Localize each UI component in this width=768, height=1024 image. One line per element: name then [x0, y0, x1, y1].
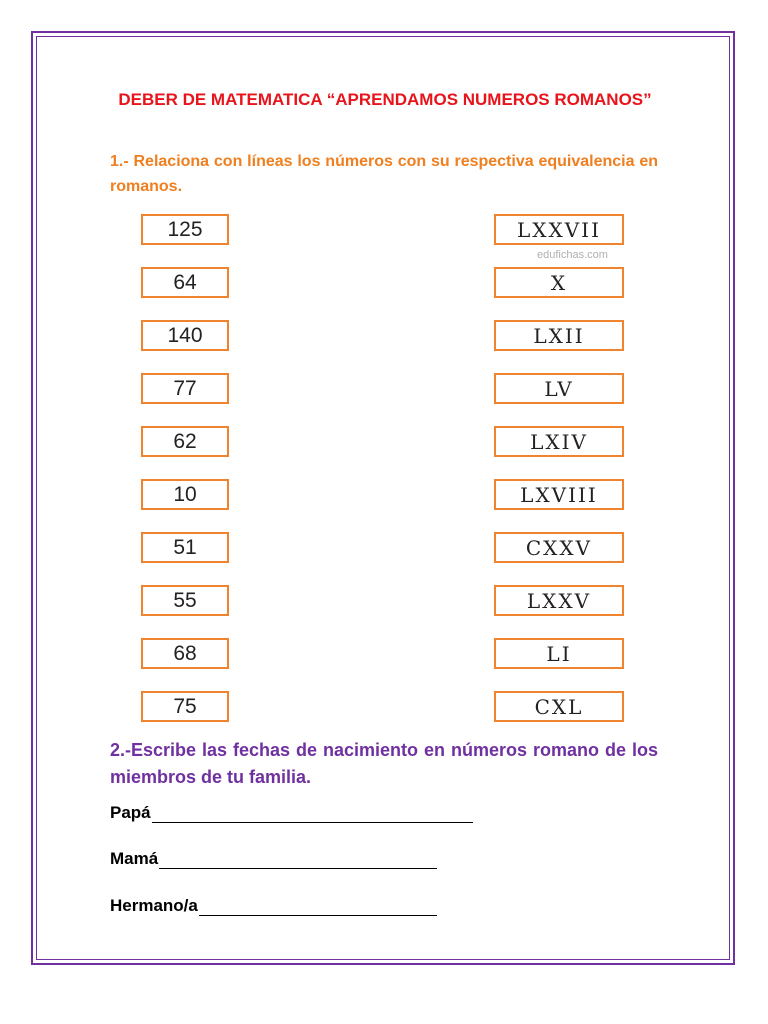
- instruction-1: 1.- Relaciona con líneas los números con su respectiva equivalencia en romanos.: [110, 153, 658, 195]
- family-label-mama: Mamá: [110, 849, 159, 868]
- number-box[interactable]: 51: [141, 532, 229, 563]
- roman-box[interactable]: LXXVII: [494, 214, 624, 245]
- number-box[interactable]: 68: [141, 638, 229, 669]
- answer-line-papa[interactable]: [152, 804, 473, 823]
- number-box[interactable]: 77: [141, 373, 229, 404]
- number-box[interactable]: 125: [141, 214, 229, 245]
- roman-box[interactable]: LV: [494, 373, 624, 404]
- roman-box[interactable]: LXIV: [494, 426, 624, 457]
- answer-line-hermano[interactable]: [199, 897, 437, 916]
- number-box[interactable]: 55: [141, 585, 229, 616]
- number-box[interactable]: 10: [141, 479, 229, 510]
- roman-box[interactable]: LXII: [494, 320, 624, 351]
- roman-box[interactable]: LI: [494, 638, 624, 669]
- watermark: edufichas.com: [537, 249, 608, 261]
- roman-box[interactable]: CXL: [494, 691, 624, 722]
- roman-box[interactable]: LXXV: [494, 585, 624, 616]
- number-box[interactable]: 64: [141, 267, 229, 298]
- roman-box[interactable]: CXXV: [494, 532, 624, 563]
- family-row-hermano: [110, 896, 437, 916]
- instruction-2: 2.-Escribe las fechas de nacimiento en números romano de los miembros de tu familia.: [110, 740, 658, 787]
- family-label-papa: Papá: [110, 803, 151, 822]
- family-label-hermano: Hermano/a: [110, 896, 198, 915]
- family-row-papa: [110, 803, 473, 823]
- roman-box[interactable]: LXVIII: [494, 479, 624, 510]
- worksheet-title: DEBER DE MATEMATICA “APRENDAMOS NUMEROS ROMANOS”: [118, 90, 652, 109]
- number-box[interactable]: 140: [141, 320, 229, 351]
- roman-box[interactable]: X: [494, 267, 624, 298]
- number-box[interactable]: 75: [141, 691, 229, 722]
- number-box[interactable]: 62: [141, 426, 229, 457]
- family-row-mama: [110, 849, 437, 869]
- answer-line-mama[interactable]: [159, 850, 437, 869]
